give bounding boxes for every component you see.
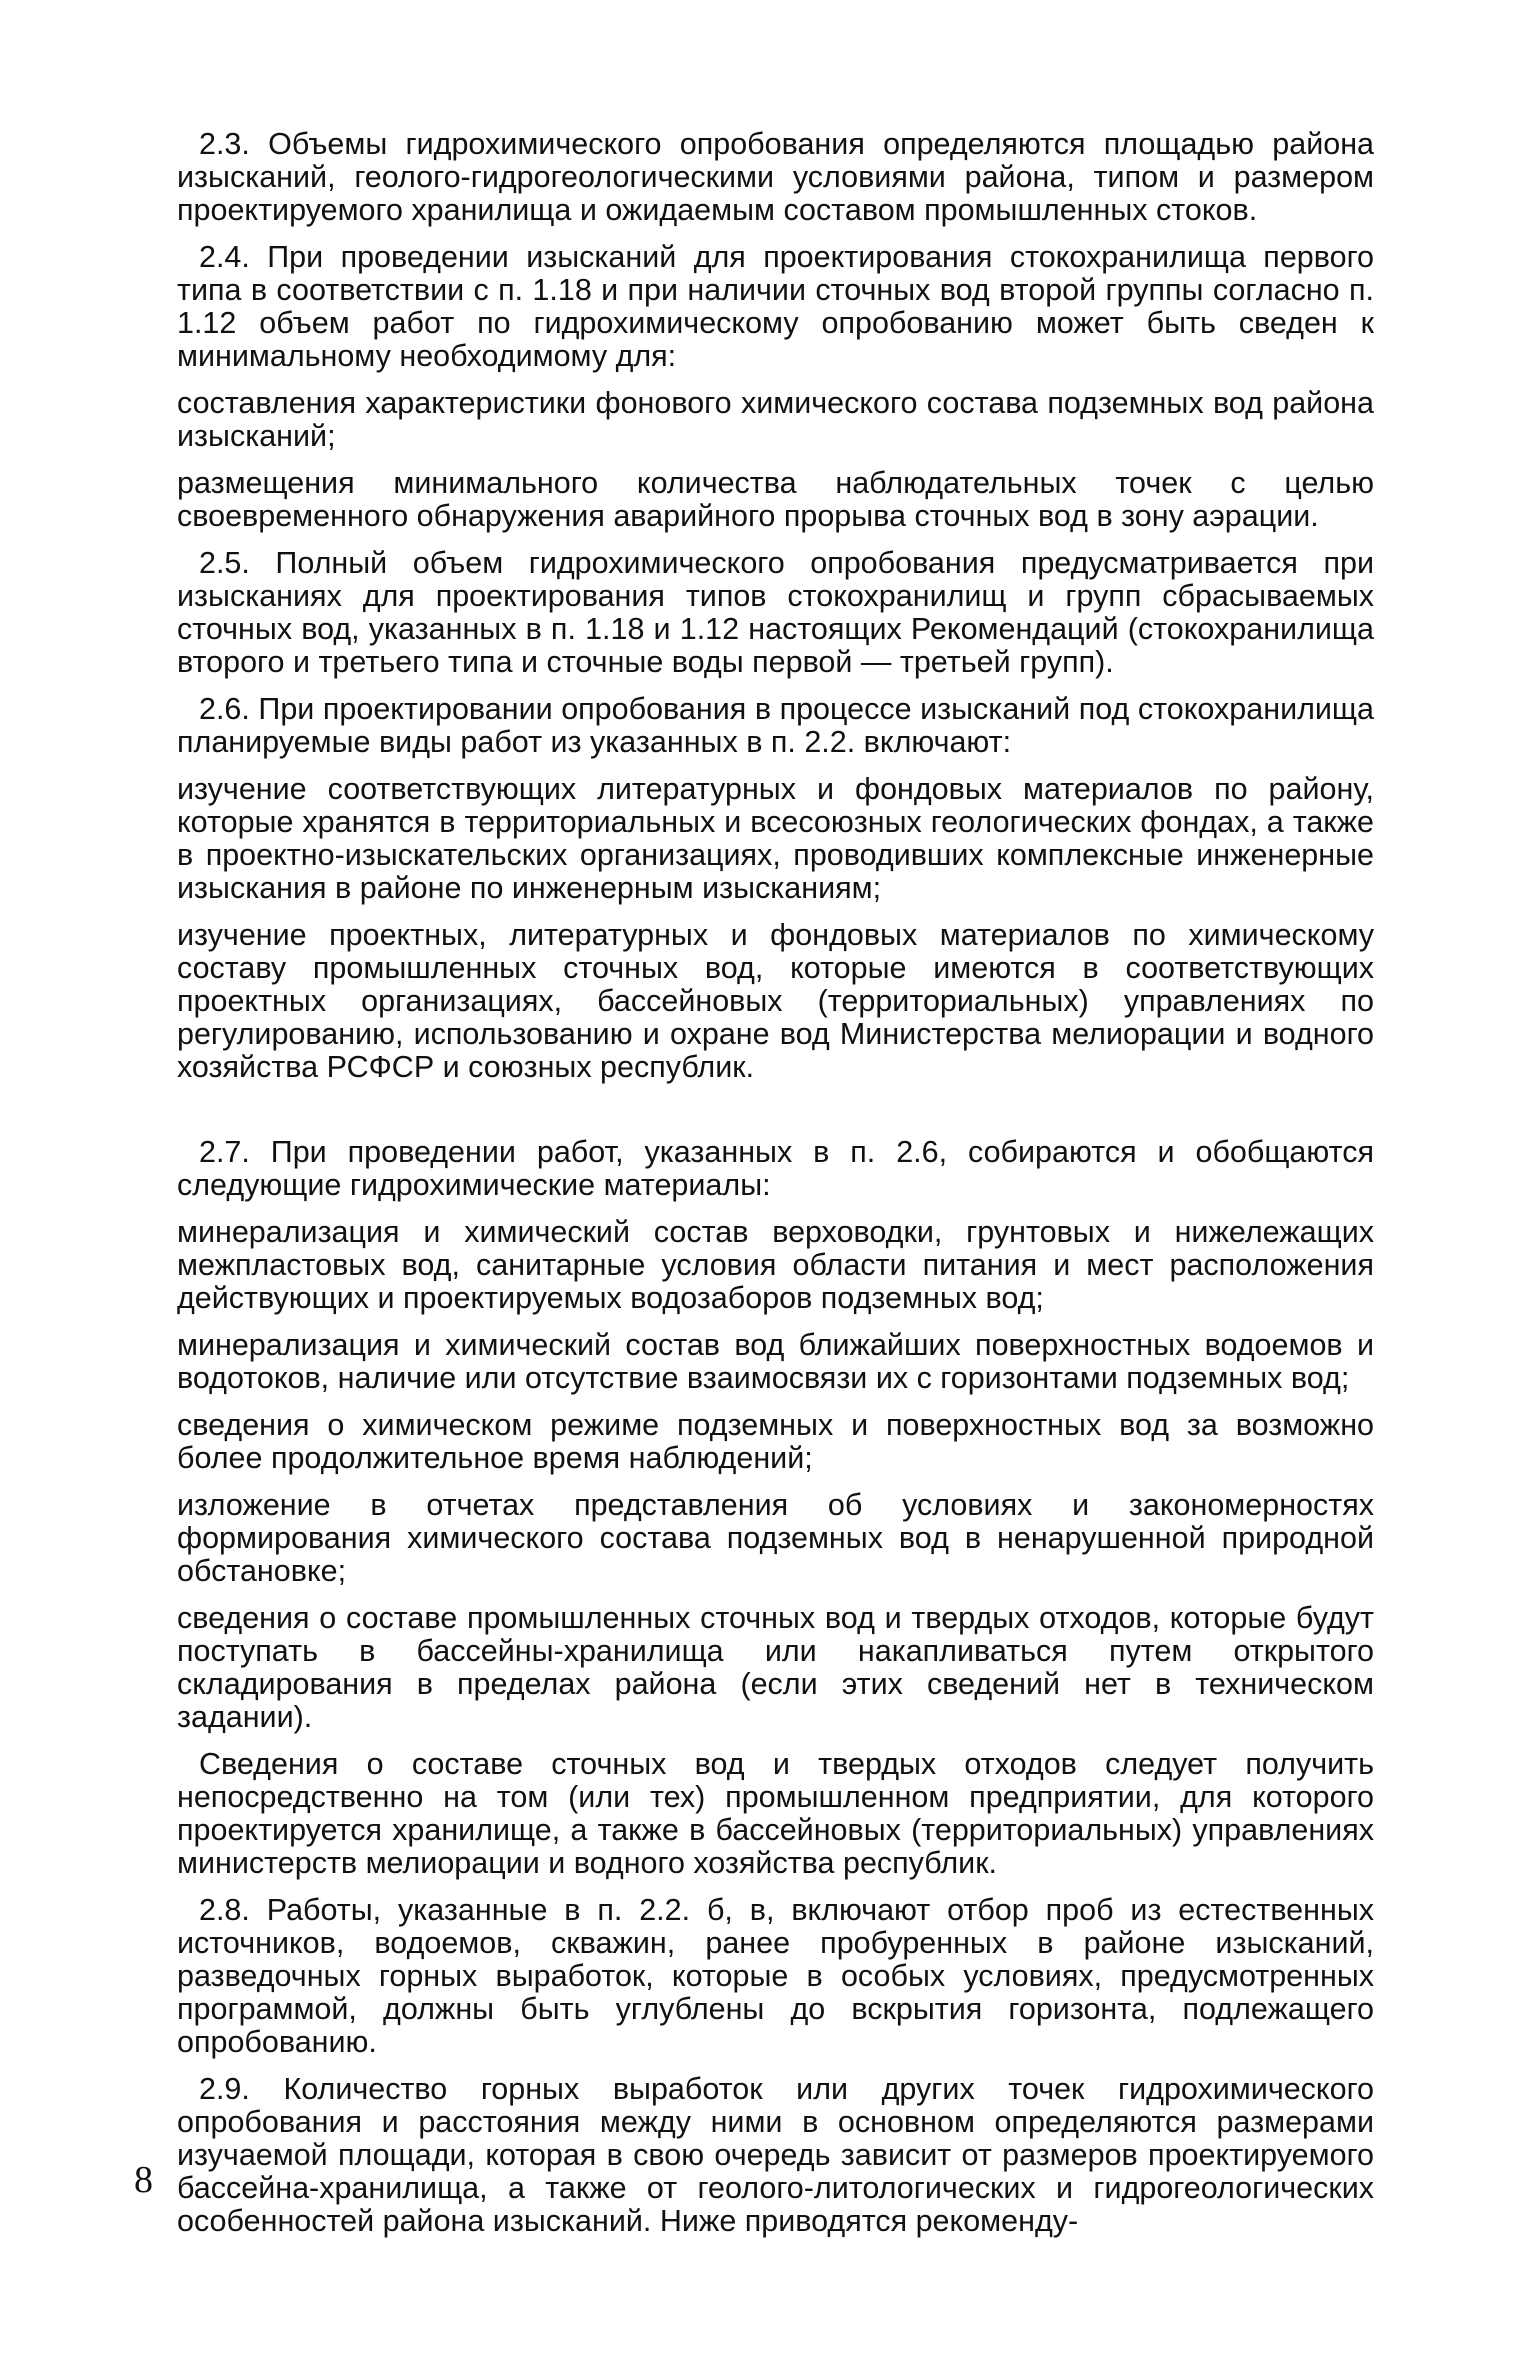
page-number: 8 [134, 2159, 153, 2201]
list-item-chemical-regime: сведения о химическом режиме подземных и поверхностных вод за возможно более продолжительное время наблюдений; [177, 1408, 1374, 1475]
paragraph-gap [177, 1098, 1374, 1136]
document-page [177, 127, 1374, 2238]
list-item-mineralization-groundwater: минерализация и химический состав верховодки, грунтовых и нижележащих межпластовых вод, санитарные условия области питания и мест расположения действующих и проектируемых водозаборов подземных вод; [177, 1215, 1374, 1315]
paragraph-2-6: 2.6. При проектировании опробования в процессе изысканий под стокохранилища планируемые виды работ из указанных в п. 2.2. включают: [177, 692, 1374, 759]
paragraph-2-7: 2.7. При проведении работ, указанных в п. 2.6, собираются и обобщаются следующие гидрохимические материалы: [177, 1135, 1374, 1202]
paragraph-2-8: 2.8. Работы, указанные в п. 2.2. б, в, включают отбор проб из естественных источников, водоемов, скважин, ранее пробуренных в районе изысканий, разведочных горных выработок, которые в особых условиях, предусмотренных программой, должны быть углублены до вскрытия горизонта, подлежащего опробованию. [177, 1893, 1374, 2059]
paragraph-2-3: 2.3. Объемы гидрохимического опробования определяются площадью района изысканий, геолого-гидрогеологическими условиями района, типом и размером проектируемого хранилища и ожидаемым составом промышленных стоков. [177, 127, 1374, 227]
list-item-observation-points: размещения минимального количества наблюдательных точек с целью своевременного обнаружения аварийного прорыва сточных вод в зону аэрации. [177, 466, 1374, 533]
list-item-project-materials: изучение проектных, литературных и фондовых материалов по химическому составу промышленных сточных вод, которые имеются в соответствующих проектных организациях, бассейновых (территориальных) управлениях по регулированию, использованию и охране вод Министерства мелиорации и водного хозяйства РСФСР и союзных республик. [177, 918, 1374, 1084]
paragraph-2-5: 2.5. Полный объем гидрохимического опробования предусматривается при изысканиях для проектирования типов стокохранилищ и групп сбрасываемых сточных вод, указанных в п. 1.18 и 1.12 настоящих Рекомендаций (стокохранилища второго и третьего типа и сточные воды первой — третьей групп). [177, 546, 1374, 679]
list-item-report-presentation: изложение в отчетах представления об условиях и закономерностях формирования химического состава подземных вод в ненарушенной природной обстановке; [177, 1488, 1374, 1588]
paragraph-2-4: 2.4. При проведении изысканий для проектирования стокохранилища первого типа в соответствии с п. 1.18 и при наличии сточных вод второй группы согласно п. 1.12 объем работ по гидрохимическому опробованию может быть сведен к минимальному необходимому для: [177, 240, 1374, 373]
paragraph-2-9: 2.9. Количество горных выработок или других точек гидрохимического опробования и расстояния между ними в основном определяются размерами изучаемой площади, которая в свою очередь зависит от размеров проектируемого бассейна-хранилища, а также от геолого-литологических и гидрогеологических особенностей района изысканий. Ниже приводятся рекоменду- [177, 2072, 1374, 2238]
paragraph-wastewater-sources: Сведения о составе сточных вод и твердых отходов следует получить непосредственно на том (или тех) промышленном предприятии, для которого проектируется хранилище, а также в бассейновых (территориальных) управлениях министерств мелиорации и водного хозяйства республик. [177, 1747, 1374, 1880]
list-item-mineralization-surface: минерализация и химический состав вод ближайших поверхностных водоемов и водотоков, наличие или отсутствие взаимосвязи их с горизонтами подземных вод; [177, 1328, 1374, 1395]
list-item-background-composition: составления характеристики фонового химического состава подземных вод района изысканий; [177, 386, 1374, 453]
list-item-wastewater-composition: сведения о составе промышленных сточных вод и твердых отходов, которые будут поступать в бассейны-хранилища или накапливаться путем открытого складирования в пределах района (если этих сведений нет в техническом задании). [177, 1601, 1374, 1734]
list-item-literature-study: изучение соответствующих литературных и фондовых материалов по району, которые хранятся в территориальных и всесоюзных геологических фондах, а также в проектно-изыскательских организациях, проводивших комплексные инженерные изыскания в районе по инженерным изысканиям; [177, 772, 1374, 905]
